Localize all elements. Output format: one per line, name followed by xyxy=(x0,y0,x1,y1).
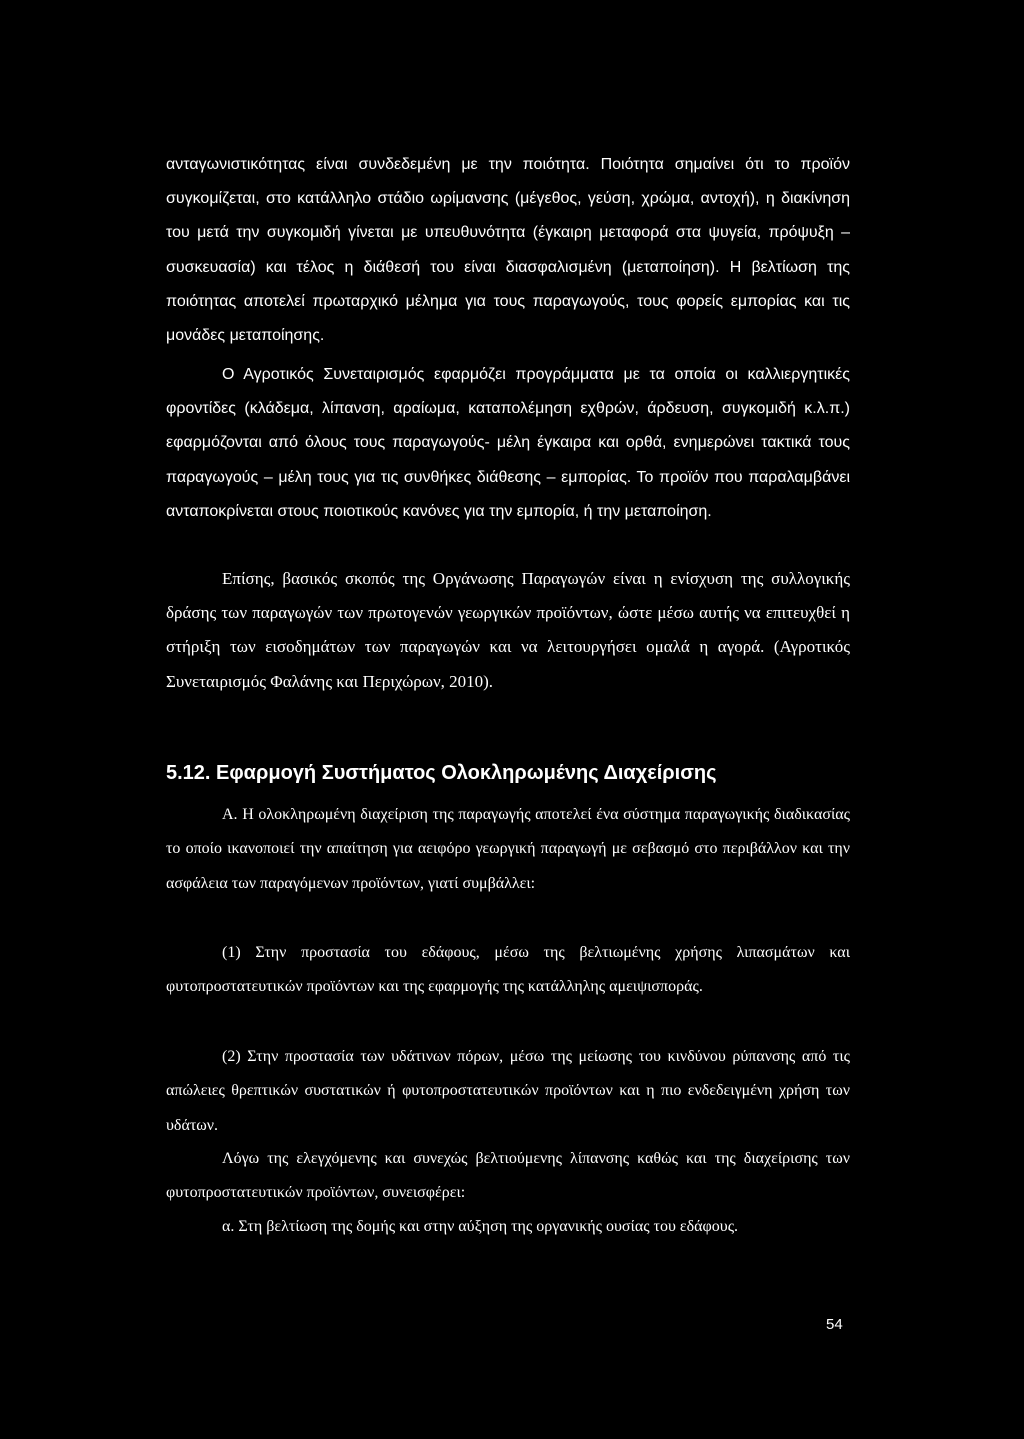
paragraph-fertilization: Λόγω της ελεγχόμενης και συνεχώς βελτιούμενης λίπανσης καθώς και της διαχείρισης των φυτοπροστατευτικών προϊόντων, συνεισφέρει: xyxy=(166,1150,850,1202)
list-item-soil-structure: α. Στη βελτίωση της δομής και στην αύξηση της οργανικής ουσίας του εδάφους. xyxy=(222,1218,739,1235)
paragraph-integrated-management: Α. Η ολοκληρωμένη διαχείριση της παραγωγής αποτελεί ένα σύστημα παραγωγικής διαδικασίας το οποίο ικανοποιεί την απαίτηση για αειφόρο γεωργική παραγωγή με σεβασμό στο περιβάλλον και την ασφάλεια των παραγόμενων προϊόντων, γιατί συμβάλλει: xyxy=(166,806,850,892)
page-number: 54 xyxy=(826,1316,843,1333)
paragraph-quality: ανταγωνιστικότητας είναι συνδεδεμένη με την ποιότητα. Ποιότητα σημαίνει ότι το προϊόν συγκομίζεται, στο κατάλληλο στάδιο ωρίμανσης (μέγεθος, γεύση, χρώμα, αντοχή), η διακίνηση του μετά την συγκομιδή γίνεται με υπευθυνότητα (έγκαιρη μεταφορά στα ψυγεία, πρόψυξη – συσκευασία) και τέλος η διάθεσή του είναι διασφαλισμένη (μεταποίηση). Η βελτίωση της ποιότητας αποτελεί πρωταρχικό μέλημα για τους παραγωγούς, τους φορείς εμπορίας και τις μονάδες μεταποίησης. xyxy=(166,156,850,345)
section-heading: 5.12. Εφαρμογή Συστήματος Ολοκληρωμένης Διαχείρισης xyxy=(166,762,717,784)
list-item-water-protection: (2) Στην προστασία των υδάτινων πόρων, μέσω της μείωσης του κινδύνου ρύπανσης από τις απώλειες θρεπτικών συστατικών ή φυτοπροστατευτικών προϊόντων και η πιο ενδεδειγμένη χρήση των υδάτων. xyxy=(166,1048,850,1134)
list-item-soil-protection: (1) Στην προστασία του εδάφους, μέσω της βελτιωμένης χρήσης λιπασμάτων και φυτοπροστατευτικών προϊόντων και της εφαρμογής της κατάλληλης αμειψισποράς. xyxy=(166,944,850,996)
paragraph-cooperative-programs: Ο Αγροτικός Συνεταιρισμός εφαρμόζει προγράμματα με τα οποία οι καλλιεργητικές φροντίδες (κλάδεμα, λίπανση, αραίωμα, καταπολέμηση εχθρών, άρδευση, συγκομιδή κ.λ.π.) εφαρμόζονται από όλους τους παραγωγούς- μέλη έγκαιρα και ορθά, ενημερώνει τακτικά τους παραγωγούς – μέλη τους για τις συνθήκες διάθεσης – εμπορίας. Το προϊόν που παραλαμβάνει ανταποκρίνεται στους ποιοτικούς κανόνες για την εμπορία, ή την μεταποίηση. xyxy=(166,366,850,520)
paragraph-producer-organization: Επίσης, βασικός σκοπός της Οργάνωσης Παραγωγών είναι η ενίσχυση της συλλογικής δράσης των παραγωγών των πρωτογενών γεωργικών προϊόντων, ώστε μέσω αυτής να επιτευχθεί η στήριξη των εισοδημάτων των παραγωγών και να λειτουργήσει ομαλά η αγορά. (Αγροτικός Συνεταιρισμός Φαλάνης και Περιχώρων, 2010). xyxy=(166,569,850,691)
